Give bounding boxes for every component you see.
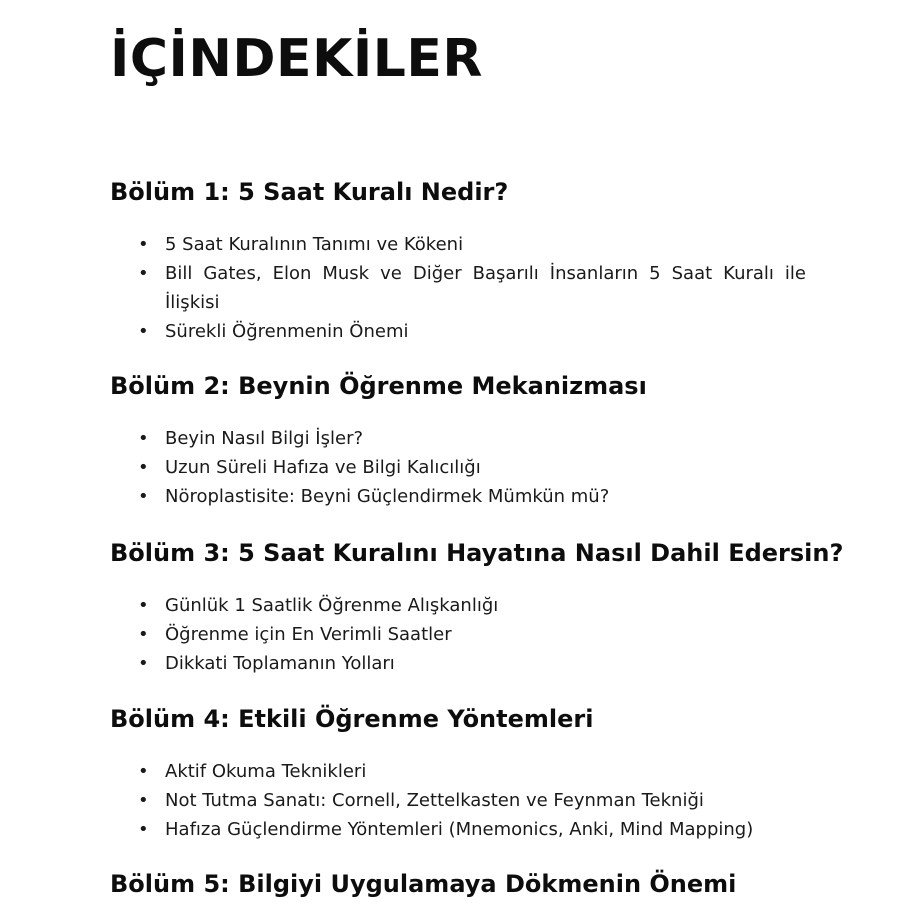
section-heading: Bölüm 2: Beynin Öğrenme Mekanizması: [110, 372, 647, 400]
list-item: • Sürekli Öğrenmenin Önemi: [110, 317, 806, 346]
bullet-icon: •: [138, 428, 149, 449]
bullet-icon: •: [138, 263, 149, 284]
bullet-icon: •: [138, 595, 149, 616]
section-1: [110, 176, 810, 346]
bullet-icon: •: [138, 790, 149, 811]
bullet-icon: •: [138, 486, 149, 507]
list-item: • Aktif Okuma Teknikleri: [110, 757, 806, 786]
section-heading: Bölüm 1: 5 Saat Kuralı Nedir?: [110, 178, 509, 206]
list-item: • Öğrenme için En Verimli Saatler: [110, 620, 806, 649]
section-item-list: [110, 757, 810, 844]
list-item: • Not Tutma Sanatı: Cornell, Zettelkasten ve Feynman Tekniği: [110, 786, 806, 815]
bullet-icon: •: [138, 234, 149, 255]
section-item-list: [110, 230, 810, 346]
list-item: • Uzun Süreli Hafıza ve Bilgi Kalıcılığı: [110, 453, 806, 482]
list-item: • Nöroplastisite: Beyni Güçlendirmek Mümkün mü?: [110, 482, 806, 511]
section-item-list: [110, 424, 810, 511]
bullet-icon: •: [138, 653, 149, 674]
section-heading: Bölüm 5: Bilgiyi Uygulamaya Dökmenin Önemi: [110, 870, 737, 898]
page-title: İÇİNDEKİLER: [110, 29, 483, 89]
list-item: • Bill Gates, Elon Musk ve Diğer Başarılı İnsanların 5 Saat Kuralı ile İlişkisi: [110, 259, 806, 317]
bullet-icon: •: [138, 321, 149, 342]
list-item: • 5 Saat Kuralının Tanımı ve Kökeni: [110, 230, 806, 259]
section-item-list: [110, 591, 810, 678]
section-3: [110, 537, 844, 678]
bullet-icon: •: [138, 624, 149, 645]
section-4: [110, 703, 810, 844]
bullet-icon: •: [138, 457, 149, 478]
list-item: • Günlük 1 Saatlik Öğrenme Alışkanlığı: [110, 591, 806, 620]
list-item: • Beyin Nasıl Bilgi İşler?: [110, 424, 806, 453]
list-item: • Hafıza Güçlendirme Yöntemleri (Mnemonics, Anki, Mind Mapping): [110, 815, 806, 844]
section-2: [110, 370, 810, 511]
section-5: [110, 868, 810, 900]
bullet-icon: •: [138, 819, 149, 840]
list-item: • Dikkati Toplamanın Yolları: [110, 649, 806, 678]
bullet-icon: •: [138, 761, 149, 782]
section-heading: Bölüm 3: 5 Saat Kuralını Hayatına Nasıl Dahil Edersin?: [110, 539, 844, 567]
section-heading: Bölüm 4: Etkili Öğrenme Yöntemleri: [110, 705, 594, 733]
